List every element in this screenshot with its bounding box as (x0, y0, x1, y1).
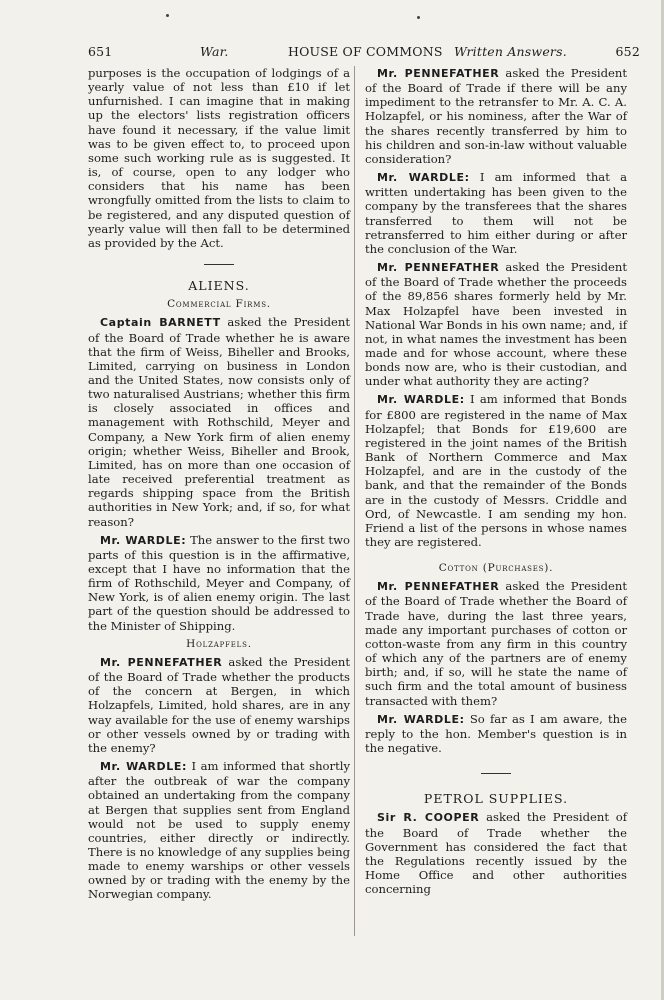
question-text: asked the President of the Board of Trade whether he is aware that the firm of Weiss, Biheller and Brooks, Limited, carrying on business in London and the United States, now consists only of two naturalised Austrians; whether this firm is closely associated in offices and management with Rothschild, Meyer and Company, a New York firm of alien enemy origin; whether Weiss, Biheller and Brook, Limited, has on more than one occasion of late received preferential treatment as regards shipping space from the British authorities in New York; and, if so, for what reason? (88, 315, 350, 529)
answer-paragraph (88, 759, 350, 902)
section-divider (204, 264, 234, 265)
section-title-petrol: PETROL SUPPLIES. (423, 791, 569, 807)
column-rule (354, 66, 355, 936)
subsection-title-firms: Commercial Firms. (167, 298, 271, 311)
speaker-name: Mr. WARDLE: (100, 533, 187, 547)
question-paragraph (88, 655, 350, 755)
page-number-right: 652 (615, 44, 640, 59)
question-paragraph (365, 260, 627, 388)
ink-speck (417, 16, 420, 19)
answer-paragraph (88, 533, 350, 633)
speaker-name: Sir R. COOPER (377, 811, 480, 825)
answer-text: I am informed that shortly after the outbreak of war the company obtained an undertaking from the company at Bergen that supplies sent from England would not be used to supply enemy countries, either directly or indirectly. There is no knowledge of any supplies being made to enemy warships or other vessels owned by or trading with the enemy by the Norwegian company. (88, 759, 350, 902)
speaker-name: Mr. WARDLE: (100, 760, 187, 774)
question-paragraph (88, 315, 350, 528)
page-number-left: 651 (88, 44, 113, 59)
spacer (365, 553, 627, 559)
speaker-name: Mr. WARDLE: (377, 712, 465, 726)
question-text: asked the President of the Board of Trade whether the Board of Trade have, during the last three years, made any important purchases of cotton or cotton-waste from any firm in this country of which any of the partners are of enemy birth; and, if so, will he state the name of such firm and the total amount of business transacted with them? (365, 579, 628, 708)
house-title: HOUSE OF COMMONS (288, 44, 443, 59)
speaker-name: Mr. PENNEFATHER (100, 655, 223, 669)
answer-paragraph (365, 392, 627, 549)
speaker-name: Mr. PENNEFATHER (377, 580, 500, 594)
question-text: asked the President of the Board of Trade whether the Government has considered the fact that the Regulations recently issued by the Home Office and other authorities concerning (365, 810, 627, 897)
answer-paragraph (365, 170, 627, 256)
question-text: asked the President of the Board of Trade whether the proceeds of the 89,856 shares formerly held by Mr. Max Holzapfel have been invested in National War Bonds in his own name; and, if not, in what names the investment has been made and for whose account, where these bonds now are, who is their custodian, and under what authority they are acting? (365, 260, 628, 389)
section-title-aliens: ALIENS. (188, 278, 250, 294)
page-header (88, 44, 640, 66)
speaker-name: Mr. PENNEFATHER (377, 67, 500, 80)
question-paragraph (365, 810, 627, 896)
section-divider (481, 773, 511, 774)
answer-text: I am informed that a written undertaking has been given to the company by the transferees that the shares transferred to them will not be retransferred to him either during or after the conclusion of the War. (365, 170, 627, 256)
speaker-name: Mr. WARDLE: (377, 171, 470, 185)
answer-text: So far as I am aware, the reply to the hon. Member's question is in the negative. (365, 711, 627, 756)
subsection-title-holzapfels: Holzapfels. (186, 637, 252, 650)
speaker-name: Captain BARNETT (100, 316, 221, 330)
question-paragraph (365, 66, 627, 166)
answer-paragraph (365, 712, 627, 755)
speaker-name: Mr. WARDLE: (377, 393, 465, 407)
left-column (88, 66, 350, 906)
right-column (365, 66, 627, 900)
section-label-right: Written Answers. (454, 44, 567, 59)
ink-speck (166, 14, 169, 17)
question-paragraph (365, 579, 627, 707)
subsection-title-cotton: Cotton (Purchases). (438, 562, 554, 575)
answer-text: The answer to the first two parts of this question is in the affirmative, except that I have no information that the firm of Rothschild, Meyer and Company, of New York, is of alien enemy origin. The last part of the question should be addressed to the Minister of Shipping. (88, 532, 350, 633)
answer-text: I am informed that Bonds for £800 are registered in the name of Max Holzapfel; that Bonds for £19,600 are registered in the joint names of the British Bank of Northern Commerce and Max Holzapfel, and are in the custody of the bank, and that the remainder of the Bonds are in the custody of Messrs. Criddle and Ord, of Newcastle. I am sending my hon. Friend a list of the persons in whose names they are registered. (365, 392, 627, 549)
question-text: asked the President of the Board of Trade if there will be any impediment to the retransfer to Mr. A. C. A. Holzapfel, or his nominess, after the War of the shares recently transferred by him to his children and son-in-law without valuable consideration? (365, 66, 628, 166)
section-label: War. (200, 44, 229, 59)
question-text: asked the President of the Board of Trade whether the products of the concern at Bergen, in which Holzapfels, Limited, hold shares, are in any way available for the use of enemy warships or other vessels owned by or trading with the enemy? (88, 654, 351, 755)
speaker-name: Mr. PENNEFATHER (377, 261, 500, 275)
paragraph: purposes is the occupation of lodgings of a yearly value of not less than £10 if let unfurnished. I can imagine that in making up the electors' lists registration officers have found it necessary, if the value limit was to be given effect to, to proceed upon some such working rule as is suggested. It is, of course, open to any lodger who considers that his name has been wrongfully omitted from the lists to claim to be registered, and any disputed question of yearly value will then fall to be determined as provided by the Act. (88, 66, 350, 250)
